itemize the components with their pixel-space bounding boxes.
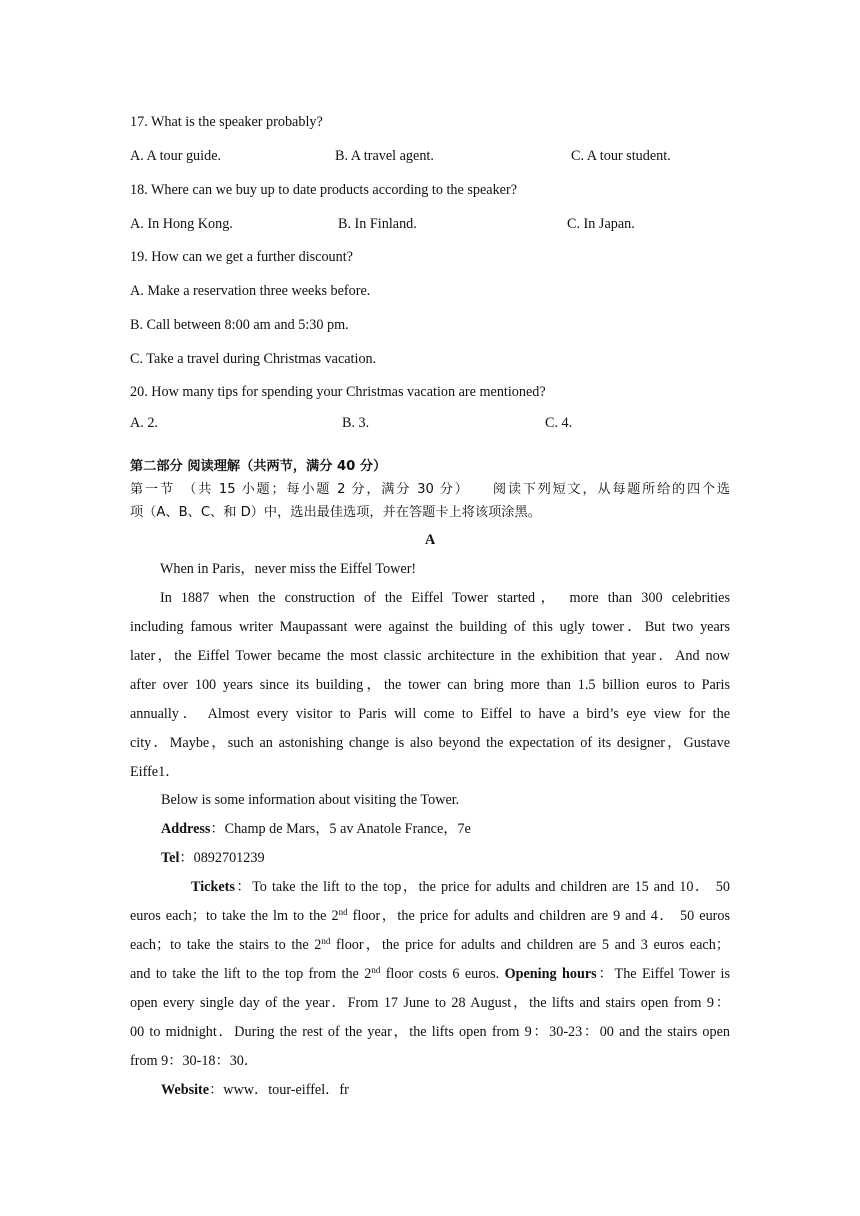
passage-line: annually． Almost every visitor to Paris will come to Eiffel to have a bird’s eye view for the [130,706,730,722]
tickets-text: each；to take the stairs to the 2 [130,937,322,953]
question-17: 17. What is the speaker probably? [130,114,323,130]
option-17b: B. A travel agent. [335,148,434,164]
superscript: nd [321,936,331,946]
tickets-text: floor costs 6 euros. [380,966,500,982]
section-instructions-line1: 第一节 （共 15 小题；每小题 2 分，满分 30 分） 阅读下列短文，从每题所给的四个选 [130,482,730,497]
option-18b: B. In Finland. [338,216,417,232]
question-20: 20. How many tips for spending your Christmas vacation are mentioned? [130,384,546,400]
tickets-text: euros each；to take the lm to the 2 [130,908,339,924]
option-20b: B. 3. [342,415,370,431]
passage-line: city．Maybe，such an astonishing change is also beyond the expectation of its designer，Gustave [130,735,730,751]
tickets-line [191,877,730,897]
option-17a: A. A tour guide. [130,148,222,164]
section-instructions-line2: 项（A、B、C、和 D）中，选出最佳选项，并在答题卡上将该项涂黑。 [130,505,541,520]
option-17c: C. A tour student. [571,148,671,164]
option-20a: A. 2. [130,415,158,431]
tickets-line [130,935,730,955]
tickets-text: floor，the price for adults and children are 5 and 3 euros each； [330,937,730,953]
question-18: 18. Where can we buy up to date products according to the speaker? [130,182,517,198]
question-19: 19. How can we get a further discount? [130,249,353,265]
hours-text: ：The Eiffel Tower is [596,966,731,982]
part-title: 第二部分 阅读理解（共两节，满分 40 分） [130,459,387,474]
info-intro: Below is some information about visiting the Tower. [161,792,460,808]
superscript: nd [338,907,348,917]
option-18c: C. In Japan. [567,216,635,232]
tel-line [161,848,265,868]
hours-label: Opening hours [504,966,597,982]
passage-line: including famous writer Maupassant were against the building of this ugly tower．But two years [130,619,730,635]
tickets-hours-line [130,964,730,984]
passage-line: In 1887 when the construction of the Eiffel Tower started， more than 300 celebrities [160,590,730,606]
address-line [161,819,471,839]
address-label: Address [161,821,211,837]
option-19c: C. Take a travel during Christmas vacation. [130,351,377,367]
tickets-label: Tickets [191,879,235,895]
tel-label: Tel [161,850,180,866]
website-label: Website [161,1082,210,1098]
hours-line: 00 to midnight．During the rest of the year，the lifts open from 9：30-23：00 and the stairs open [130,1024,730,1040]
passage-line: later，the Eiffel Tower became the most classic architecture in the exhibition that year．And now [130,648,730,664]
website-value: ：www．tour-eiffel．fr [209,1082,349,1098]
tel-value: ：0892701239 [179,850,265,866]
tickets-text: ：To take the lift to the top，the price for adults and children are 15 and 10． 50 [234,879,730,895]
option-18a: A. In Hong Kong. [130,216,233,232]
option-19a: A. Make a reservation three weeks before. [130,283,371,299]
tickets-text: floor，the price for adults and children are 9 and 4． 50 euros [347,908,731,924]
website-line [161,1080,349,1100]
passage-line: Eiffe1． [130,764,180,780]
tickets-text: and to take the lift to the top from the 2 [130,966,372,982]
passage-intro: When in Paris，never miss the Eiffel Tower! [160,561,417,577]
passage-letter: A [425,532,436,548]
superscript: nd [371,965,381,975]
hours-line: open every single day of the year．From 17 June to 28 August，the lifts and stairs open from 9： [130,995,730,1011]
address-value: ：Champ de Mars，5 av Anatole France，7e [210,821,471,837]
option-20c: C. 4. [545,415,573,431]
tickets-line [130,906,730,926]
option-19b: B. Call between 8:00 am and 5:30 pm. [130,317,349,333]
passage-line: after over 100 years since its building，the tower can bring more than 1.5 billion euros to Paris [130,677,730,693]
hours-line: from 9：30-18：30． [130,1053,259,1069]
